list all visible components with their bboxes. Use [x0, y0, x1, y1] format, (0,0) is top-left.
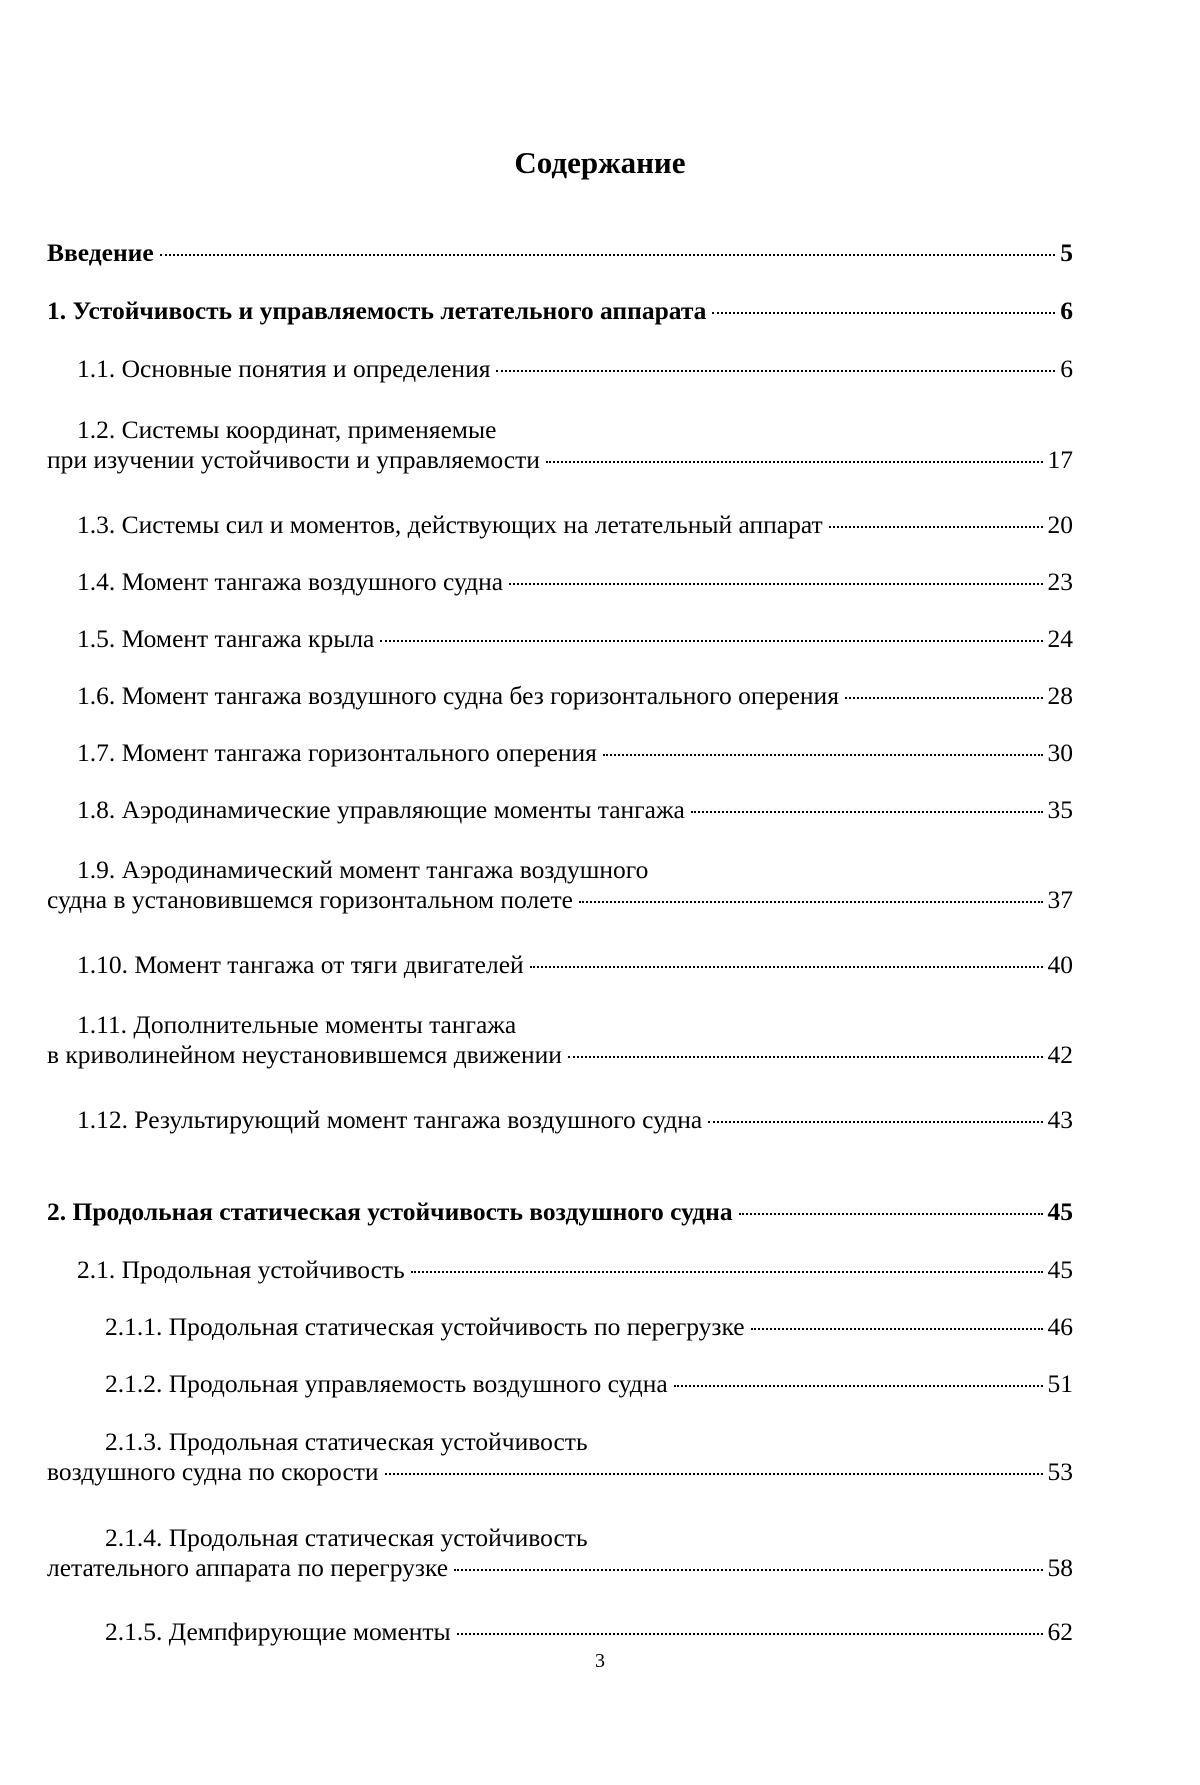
toc-page-number: 23: [1047, 567, 1073, 596]
toc-entry-title: воздушного судна по скорости: [47, 1457, 379, 1486]
toc-entry-title: 1.10. Момент тангажа от тяги двигателей: [77, 950, 524, 979]
toc-entry: [47, 510, 1073, 540]
toc-entry-title: в криволинейном неустановившемся движении: [47, 1040, 562, 1069]
dot-leader: [385, 1473, 1043, 1475]
toc-page-number: 51: [1047, 1369, 1073, 1398]
dot-leader: [457, 1633, 1043, 1635]
toc-entry: [47, 238, 1073, 268]
toc-entry: [47, 1617, 1073, 1647]
toc-page-number: 40: [1047, 950, 1073, 979]
dot-leader: [546, 461, 1043, 463]
toc-entry: [47, 1523, 1073, 1583]
toc-entry-title: летательного аппарата по перегрузке: [47, 1553, 449, 1582]
toc-entry-title: 2.1.5. Демпфирующие моменты: [105, 1617, 451, 1646]
toc-page-number: 43: [1047, 1105, 1073, 1134]
dot-leader: [691, 811, 1043, 813]
toc-entry: [47, 296, 1073, 326]
toc-entry-title: 1. Устойчивость и управляемость летательного аппарата: [47, 296, 707, 325]
toc-entry: [47, 1197, 1073, 1227]
dot-leader: [603, 754, 1043, 756]
toc-entry-title: 2.1.2. Продольная управляемость воздушного судна: [105, 1369, 668, 1398]
toc-entry: [47, 354, 1073, 384]
toc-entry-title: 2.1.4. Продольная статическая устойчивость: [105, 1523, 588, 1552]
dot-leader: [530, 966, 1043, 968]
dot-leader: [579, 901, 1043, 903]
toc-entry-title: 2.1.1. Продольная статическая устойчивость по перегрузке: [105, 1312, 745, 1341]
toc-page-number: 45: [1047, 1255, 1073, 1284]
toc-entry: [47, 1427, 1073, 1487]
toc-page-number: 24: [1047, 624, 1073, 653]
toc-entry-title: при изучении устойчивости и управляемости: [47, 445, 540, 474]
toc-entry-title: 2.1. Продольная устойчивость: [77, 1255, 405, 1284]
toc-entry: [47, 1105, 1073, 1135]
toc-page-number: 5: [1060, 238, 1073, 267]
toc-page-number: 35: [1047, 795, 1073, 824]
toc-page-number: 28: [1047, 681, 1073, 710]
toc-entry-title: 1.5. Момент тангажа крыла: [77, 624, 375, 653]
toc-entry: [47, 1255, 1073, 1285]
dot-leader: [739, 1213, 1043, 1215]
dot-leader: [509, 583, 1042, 585]
toc-entry-title: 1.11. Дополнительные моменты тангажа: [77, 1010, 517, 1039]
toc-page-number: 20: [1047, 510, 1073, 539]
toc-entry: [47, 1369, 1073, 1399]
toc-entry: [47, 855, 1073, 915]
toc-entry-title: судна в установившемся горизонтальном полете: [47, 885, 573, 914]
toc-entry-title: 1.2. Системы координат, применяемые: [77, 415, 497, 444]
toc-entry: [47, 1312, 1073, 1342]
toc-entry-title: 1.9. Аэродинамический момент тангажа воздушного: [77, 855, 649, 884]
toc-page-number: 37: [1047, 885, 1073, 914]
toc-page-number: 46: [1047, 1312, 1073, 1341]
toc-entry: [47, 1010, 1073, 1070]
page-number: 3: [595, 1650, 605, 1672]
toc-entry: [47, 681, 1073, 711]
dot-leader: [712, 312, 1055, 314]
toc-entry-title: 1.6. Момент тангажа воздушного судна без горизонтального оперения: [77, 681, 839, 710]
toc-entry-title: 1.7. Момент тангажа горизонтального оперения: [77, 738, 597, 767]
toc-entry: [47, 795, 1073, 825]
toc-page-number: 42: [1047, 1040, 1073, 1069]
toc-page-number: 6: [1060, 296, 1073, 325]
toc-entry-title: 1.1. Основные понятия и определения: [77, 354, 491, 383]
toc-entry-title: 2.1.3. Продольная статическая устойчивость: [105, 1427, 588, 1456]
toc-page-number: 45: [1047, 1197, 1073, 1226]
dot-leader: [380, 640, 1042, 642]
toc-page-number: 6: [1060, 354, 1073, 383]
dot-leader: [829, 526, 1043, 528]
dot-leader: [708, 1121, 1042, 1123]
toc-entry: [47, 738, 1073, 768]
toc-entry: [47, 415, 1073, 475]
dot-leader: [845, 697, 1043, 699]
toc-page-number: 58: [1047, 1553, 1073, 1582]
toc-entry-title: 2. Продольная статическая устойчивость воздушного судна: [47, 1197, 733, 1226]
toc-entry-title: 1.3. Системы сил и моментов, действующих на летательный аппарат: [77, 510, 823, 539]
dot-leader: [411, 1271, 1043, 1273]
toc-entry-title: 1.4. Момент тангажа воздушного судна: [77, 567, 504, 596]
dot-leader: [568, 1056, 1043, 1058]
dot-leader: [496, 370, 1055, 372]
toc-page-number: 17: [1047, 445, 1073, 474]
page-title: Содержание: [514, 145, 686, 180]
toc-page-number: 53: [1047, 1457, 1073, 1486]
dot-leader: [454, 1569, 1042, 1571]
toc-page-number: 62: [1047, 1617, 1073, 1646]
toc-entry: [47, 567, 1073, 597]
dot-leader: [751, 1328, 1043, 1330]
toc-entry-title: 1.8. Аэродинамические управляющие моменты тангажа: [77, 795, 685, 824]
toc-entry-title: 1.12. Результирующий момент тангажа воздушного судна: [77, 1105, 703, 1134]
dot-leader: [674, 1385, 1043, 1387]
toc-entry-title: Введение: [47, 238, 154, 267]
dot-leader: [160, 254, 1056, 256]
toc-entry: [47, 624, 1073, 654]
toc-page-number: 30: [1047, 738, 1073, 767]
toc-entry: [47, 950, 1073, 980]
